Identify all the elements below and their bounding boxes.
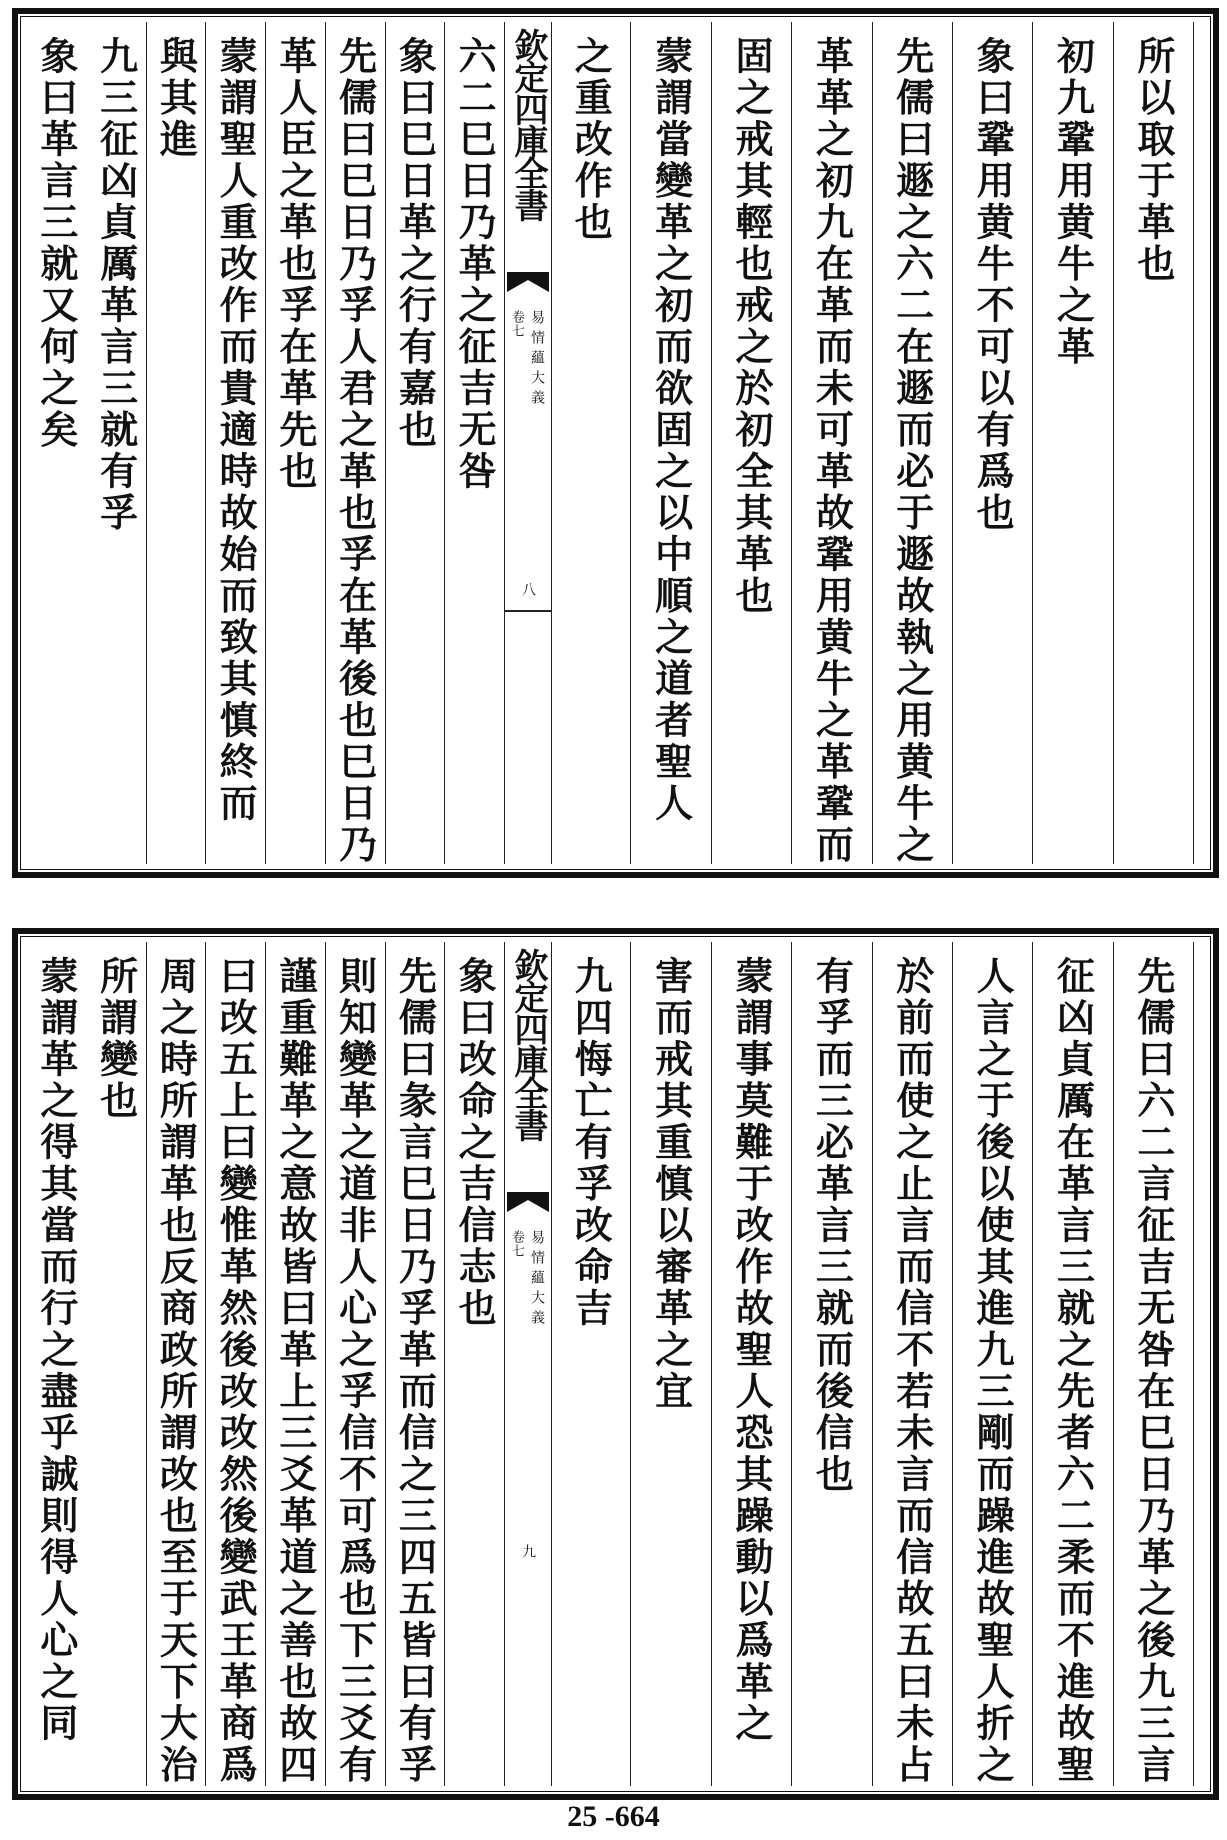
column-text: 固之戒其輕也戒之於初全其革也 [728,36,774,617]
column-text: 征凶貞厲在革言三就之先者六二柔而不進故聖 [1050,956,1096,1786]
text-column [711,942,792,1786]
column-text: 有孚而三必革言三就而後信也 [809,956,855,1496]
text-column [26,22,86,864]
text-column [444,942,505,1786]
text-column [791,942,872,1786]
text-column [872,22,953,864]
text-column [86,22,147,864]
text-column [550,22,631,864]
text-columns-top [26,22,1205,864]
column-text: 人言之于後以使其進九三剛而躁進故聖人折之 [970,956,1016,1786]
text-column [205,942,266,1786]
center-fold-strip [504,22,552,864]
column-text: 所以取于革也 [1130,36,1176,285]
column-text: 初九鞏用黄牛之革 [1050,36,1096,368]
column-text: 所謂變也 [93,956,139,1122]
text-column [26,942,86,1786]
column-text: 害而戒其重慎以審革之宜 [648,956,694,1413]
text-column [146,22,207,864]
text-column [1113,942,1194,1786]
text-column [952,22,1033,864]
text-column [265,22,326,864]
column-text: 之重改作也 [568,36,614,244]
text-column [385,22,446,864]
page-panel-bottom [12,928,1219,1800]
text-column [385,942,446,1786]
fishtail-mark [507,272,549,292]
column-text: 蒙謂事莫難于改作故聖人恐其躁動以爲革之 [728,956,774,1745]
book-title: 欽定四庫全書 [508,28,548,220]
text-column [630,22,711,864]
work-title: 易情蘊大義 [529,1230,545,1330]
column-text: 九三征凶貞厲革言三就有孚 [93,36,139,534]
text-column [630,942,711,1786]
text-column [325,22,386,864]
text-column [444,22,505,864]
text-column [791,22,872,864]
book-title: 欽定四庫全書 [508,948,548,1140]
text-column [1032,22,1113,864]
column-text: 先儒曰六二言征吉无咎在巳日乃革之後九三言 [1130,956,1176,1786]
work-title: 易情蘊大義 [529,310,545,410]
column-text: 六二巳日乃革之征吉无咎 [452,36,498,493]
column-text: 於前而使之止言而信不若未言而信故五曰未占 [889,956,935,1786]
text-column [205,22,266,864]
column-text: 蒙謂聖人重改作而貴適時故始而致其慎終而 [213,36,259,825]
page-rule [505,610,551,612]
column-text: 蒙謂革之得其當而行之盡乎誠則得人心之同 [33,956,79,1745]
column-text: 象曰革言三就又何之矣 [33,36,79,451]
column-text: 謹重難革之意故皆曰革上三爻革道之善也故四 [272,956,318,1786]
page-panel-top [12,8,1219,878]
column-text: 象曰鞏用黄牛不可以有爲也 [970,36,1016,534]
fishtail-mark [507,1192,549,1212]
text-column [872,942,953,1786]
text-column [1113,22,1194,864]
folio-number: 九 [520,1544,536,1558]
column-text: 則知變革之道非人心之孚信不可爲也下三爻有 [332,956,378,1786]
text-column [952,942,1033,1786]
column-text: 象曰改命之吉信志也 [452,956,498,1330]
text-column [325,942,386,1786]
text-columns-bottom [26,942,1205,1786]
text-column [265,942,326,1786]
text-column [711,22,792,864]
text-column [86,942,147,1786]
column-text: 周之時所謂革也反商政所謂改也至于天下大治 [153,956,199,1786]
column-text: 蒙謂當變革之初而欲固之以中順之道者聖人 [648,36,694,825]
column-text: 先儒曰巳日乃孚人君之革也孚在革後也巳日乃 [332,36,378,866]
folio-number: 八 [520,582,536,596]
column-text: 先儒曰遯之六二在遯而必于遯故執之用黄牛之 [889,36,935,866]
column-text: 革人臣之革也孚在革先也 [272,36,318,493]
column-text: 象曰巳日革之行有嘉也 [392,36,438,451]
text-column [1032,942,1113,1786]
text-column [550,942,631,1786]
text-column [146,942,207,1786]
column-text: 與其進 [153,36,199,161]
column-text: 先儒曰彖言巳日乃孚革而信之三四五皆曰有孚 [392,956,438,1786]
volume-label: 卷七 [509,310,524,338]
page-number: 25 -664 [567,1800,660,1833]
volume-label: 卷七 [509,1230,524,1258]
column-text: 革革之初九在革而未可革故鞏用黄牛之革鞏而 [809,36,855,866]
column-text: 九四悔亡有孚改命吉 [568,956,614,1330]
center-fold-strip [504,942,552,1786]
column-text: 曰改五上曰變惟革然後改改然後變武王革商爲 [213,956,259,1786]
